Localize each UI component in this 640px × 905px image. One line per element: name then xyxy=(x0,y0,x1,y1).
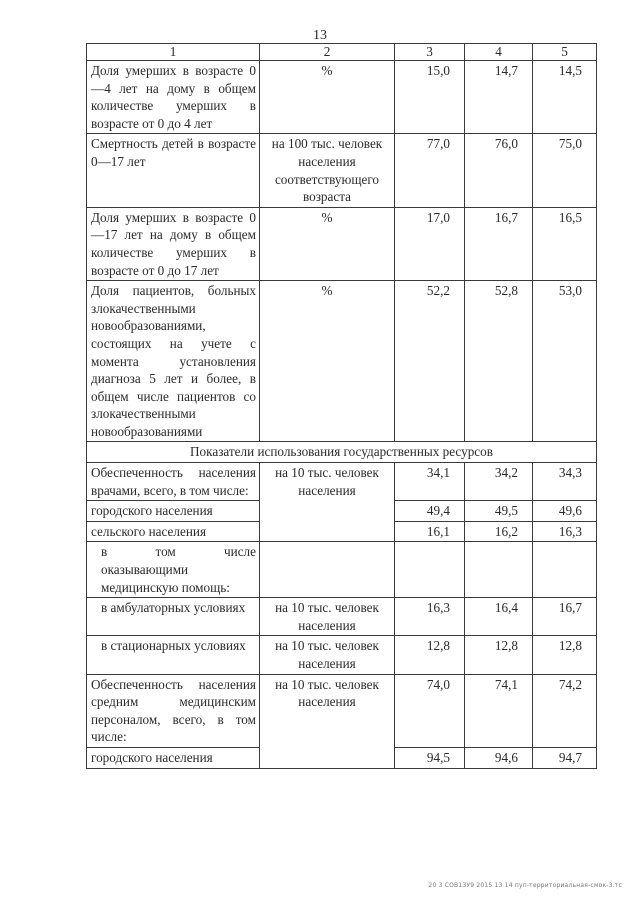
col-header-4: 4 xyxy=(465,44,533,61)
row-value-5: 53,0 xyxy=(533,281,597,442)
table-row xyxy=(87,281,597,442)
row-value-5: 94,7 xyxy=(533,747,597,768)
table-row xyxy=(87,207,597,280)
row-value-3: 12,8 xyxy=(395,636,465,674)
row-description: городского населения xyxy=(87,501,260,522)
row-description: в том числе оказывающими медицинскую помощь: xyxy=(87,542,260,598)
row-value-5: 16,3 xyxy=(533,521,597,542)
row-value-4: 16,7 xyxy=(465,207,533,280)
row-value-3: 16,3 xyxy=(395,598,465,636)
row-value-4: 52,8 xyxy=(465,281,533,442)
page-number: 13 xyxy=(313,28,327,43)
table-row xyxy=(87,636,597,674)
row-value-4: 34,2 xyxy=(465,463,533,501)
row-value-3: 34,1 xyxy=(395,463,465,501)
col-header-5: 5 xyxy=(533,44,597,61)
document-footer: 20 3 СОВ1ЗУ9 2015 13 14 пуп-территориальная-смок-3.тс xyxy=(428,882,622,889)
row-value-5: 16,5 xyxy=(533,207,597,280)
row-value-3: 77,0 xyxy=(395,134,465,207)
row-unit: % xyxy=(260,61,395,134)
row-value-5: 14,5 xyxy=(533,61,597,134)
table-row xyxy=(87,134,597,207)
row-value-3: 74,0 xyxy=(395,674,465,747)
row-unit: % xyxy=(260,281,395,442)
row-description: Доля умерших в возрасте 0—17 лет на дому в общем количестве умерших в возрасте от 0 до 17 лет xyxy=(87,207,260,280)
row-description: в амбулаторных условиях xyxy=(87,598,260,636)
row-value-4: 74,1 xyxy=(465,674,533,747)
row-description: Доля умерших в возрасте 0—4 лет на дому в общем количестве умерших в возрасте от 0 до 4 лет xyxy=(87,61,260,134)
row-value-5: 49,6 xyxy=(533,501,597,522)
empty-cell xyxy=(533,542,597,598)
row-unit: % xyxy=(260,207,395,280)
row-description: Обеспеченность населения врачами, всего, в том числе: xyxy=(87,463,260,501)
row-value-5: 16,7 xyxy=(533,598,597,636)
table-row xyxy=(87,61,597,134)
row-description: в стационарных условиях xyxy=(87,636,260,674)
row-value-4: 49,5 xyxy=(465,501,533,522)
empty-cell xyxy=(395,542,465,598)
row-description: Обеспеченность населения средним медицинским персоналом, всего, в том числе: xyxy=(87,674,260,747)
row-value-4: 16,2 xyxy=(465,521,533,542)
row-unit: на 10 тыс. человек населения xyxy=(260,674,395,768)
indicators-table xyxy=(86,43,597,769)
table-header-row xyxy=(87,44,597,61)
row-value-3: 49,4 xyxy=(395,501,465,522)
row-description: Смертность детей в возрасте 0—17 лет xyxy=(87,134,260,207)
row-value-3: 16,1 xyxy=(395,521,465,542)
table-row xyxy=(87,463,597,501)
empty-cell xyxy=(465,542,533,598)
row-value-5: 75,0 xyxy=(533,134,597,207)
row-value-4: 12,8 xyxy=(465,636,533,674)
row-value-4: 14,7 xyxy=(465,61,533,134)
row-value-4: 76,0 xyxy=(465,134,533,207)
row-value-3: 15,0 xyxy=(395,61,465,134)
row-value-5: 34,3 xyxy=(533,463,597,501)
row-value-5: 12,8 xyxy=(533,636,597,674)
row-description: сельского населения xyxy=(87,521,260,542)
row-unit: на 10 тыс. человек населения xyxy=(260,463,395,542)
row-value-3: 52,2 xyxy=(395,281,465,442)
section-title: Показатели использования государственных ресурсов xyxy=(87,442,597,463)
row-value-5: 74,2 xyxy=(533,674,597,747)
col-header-1: 1 xyxy=(87,44,260,61)
empty-cell xyxy=(260,542,395,598)
row-value-3: 17,0 xyxy=(395,207,465,280)
table-row xyxy=(87,598,597,636)
row-unit: на 10 тыс. человек населения xyxy=(260,636,395,674)
col-header-2: 2 xyxy=(260,44,395,61)
row-unit: на 10 тыс. человек населения xyxy=(260,598,395,636)
row-value-4: 94,6 xyxy=(465,747,533,768)
row-value-3: 94,5 xyxy=(395,747,465,768)
table-row xyxy=(87,542,597,598)
table-row xyxy=(87,674,597,747)
row-unit: на 100 тыс. человек населения соответствующего возраста xyxy=(260,134,395,207)
row-description: Доля пациентов, больных злокачественными новообразованиями, состоящих на учете с момента установления диагноза 5 лет и более, в общем числе пациентов со злокачественными новообразованиями xyxy=(87,281,260,442)
section-header-row xyxy=(87,442,597,463)
row-value-4: 16,4 xyxy=(465,598,533,636)
col-header-3: 3 xyxy=(395,44,465,61)
row-description: городского населения xyxy=(87,747,260,768)
